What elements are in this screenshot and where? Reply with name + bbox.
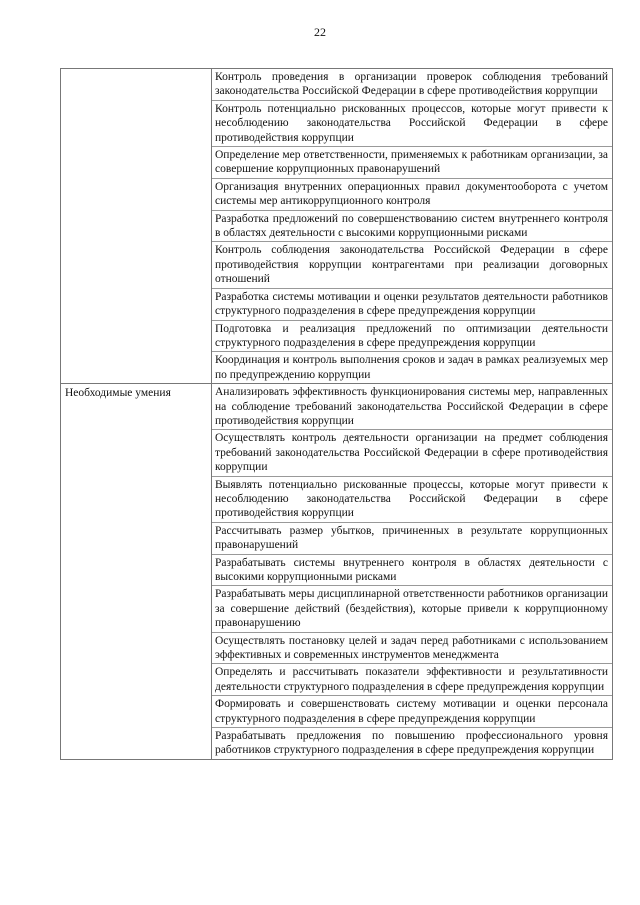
list-item: Анализировать эффективность функционирования системы мер, направленных на соблюдение требований законодательства Российской Федерации в сфере противодействия коррупции <box>212 384 612 430</box>
competency-table <box>60 68 613 760</box>
row-items <box>212 384 613 760</box>
row-items <box>212 69 613 384</box>
list-item: Формировать и совершенствовать систему мотивации и оценки персонала структурного подразделения в сфере предупреждения коррупции <box>212 696 612 728</box>
list-item: Контроль проведения в организации проверок соблюдения требований законодательства Российской Федерации в сфере противодействия коррупции <box>212 69 612 101</box>
row-label-skills: Необходимые умения <box>61 384 212 760</box>
list-item: Контроль потенциально рискованных процессов, которые могут привести к несоблюдению законодательства Российской Федерации в сфере противодействия коррупции <box>212 101 612 147</box>
table-row <box>61 69 613 384</box>
list-item: Разрабатывать меры дисциплинарной ответственности работников организации за совершение действий (бездействия), которые привели к коррупционному правонарушению <box>212 586 612 632</box>
list-item: Определение мер ответственности, применяемых к работникам организации, за совершение коррупционных правонарушений <box>212 147 612 179</box>
list-item: Осуществлять постановку целей и задач перед работниками с использованием эффективных и современных инструментов менеджмента <box>212 633 612 665</box>
list-item: Подготовка и реализация предложений по оптимизации деятельности структурного подразделения в сфере предупреждения коррупции <box>212 321 612 353</box>
list-item: Разрабатывать системы внутреннего контроля в областях деятельности с высокими коррупционными рисками <box>212 555 612 587</box>
list-item: Определять и рассчитывать показатели эффективности и результативности деятельности структурного подразделения в сфере предупреждения коррупции <box>212 664 612 696</box>
list-item: Организация внутренних операционных правил документооборота с учетом системы мер антикоррупционного контроля <box>212 179 612 211</box>
list-item: Разрабатывать предложения по повышению профессионального уровня работников структурного подразделения в сфере предупреждения коррупции <box>215 730 608 757</box>
list-item: Рассчитывать размер убытков, причиненных в результате коррупционных правонарушений <box>212 523 612 555</box>
list-item: Осуществлять контроль деятельности организации на предмет соблюдения требований законодательства Российской Федерации в сфере противодействия коррупции <box>212 430 612 476</box>
list-item: Разработка предложений по совершенствованию систем внутреннего контроля в областях деятельности с высокими коррупционными рисками <box>212 211 612 243</box>
list-item: Разработка системы мотивации и оценки результатов деятельности работников структурного подразделения в сфере предупреждения коррупции <box>212 289 612 321</box>
row-label <box>61 69 212 384</box>
list-item: Координация и контроль выполнения сроков и задач в рамках реализуемых мер по предупреждению коррупции <box>215 354 608 381</box>
list-item: Выявлять потенциально рискованные процессы, которые могут привести к несоблюдению законодательства Российской Федерации в сфере противодействия коррупции <box>212 477 612 523</box>
table-row <box>61 384 613 760</box>
page-number: 22 <box>314 25 326 39</box>
list-item: Контроль соблюдения законодательства Российской Федерации в сфере противодействия коррупции контрагентами при реализации договорных отношений <box>212 242 612 288</box>
